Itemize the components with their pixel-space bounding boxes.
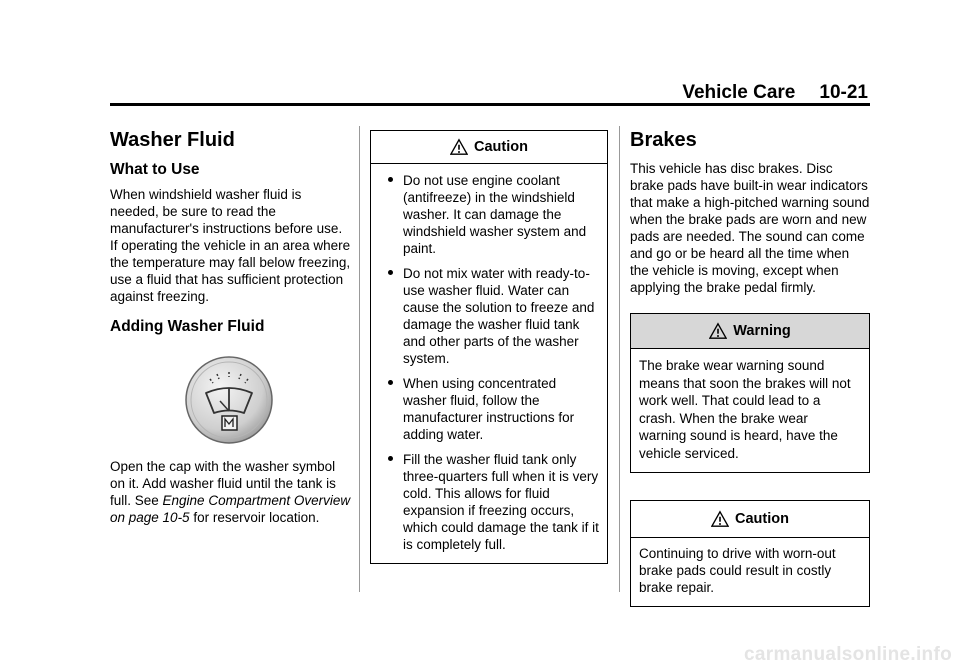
caution-item: Do not mix water with ready-to-use washer fluid. Water can cause the solution to freeze and damage the washer fluid tank and other parts of the washer system. xyxy=(385,265,599,367)
caution-box-header xyxy=(371,131,607,164)
caution-box-title: Caution xyxy=(474,139,528,155)
brakes-title: Brakes xyxy=(630,129,697,151)
caution-list xyxy=(371,164,607,563)
column-divider-1 xyxy=(359,126,360,592)
caution-item: Do not use engine coolant (antifreeze) in the windshield washer. It can damage the windshield washer system and paint. xyxy=(385,172,599,257)
warning-symbol-icon xyxy=(709,322,727,340)
brake-caution-header xyxy=(631,501,869,538)
warning-box-title: Warning xyxy=(733,323,791,339)
warning-box-body xyxy=(631,349,869,472)
brakes-section xyxy=(630,126,870,607)
site-watermark: carmanualsonline.info xyxy=(744,644,952,665)
washer-fluid-title: Washer Fluid xyxy=(110,129,235,151)
adding-washer-fluid-heading: Adding Washer Fluid xyxy=(110,318,265,335)
brake-warning-box xyxy=(630,313,870,473)
what-to-use-heading: What to Use xyxy=(110,161,200,178)
brake-caution-title: Caution xyxy=(735,511,789,527)
header-section-title: Vehicle Care xyxy=(682,82,796,103)
brake-caution-body xyxy=(631,538,869,606)
header-rule xyxy=(110,103,870,106)
washer-caution-section xyxy=(370,130,608,564)
caution-symbol-icon xyxy=(450,138,468,156)
warning-box-header xyxy=(631,314,869,349)
brake-caution-text: Continuing to drive with worn-out brake pads could result in costly brake repair. xyxy=(639,546,836,595)
what-to-use-text: When windshield washer fluid is needed, be sure to read the manufacturer's instructions before use. If operating the vehicle in an area where the temperature may fall below freezing, use a fluid that has sufficient protection against freezing. xyxy=(110,187,351,304)
brake-caution-box xyxy=(630,500,870,607)
washer-fluid-symbol-icon xyxy=(184,355,274,445)
caution-item: Fill the washer fluid tank only three-quarters full when it is very cold. This allows for fluid expansion if freezing occurs, which could damage the tank if it is completely full. xyxy=(385,451,599,553)
brakes-text: This vehicle has disc brakes. Disc brake pads have built-in wear indicators that make a high-pitched warning sound when the brake pads are worn and new pads are needed. The sound can come and go or be heard all the time when the vehicle is moving, except when applying the brake pedal firmly. xyxy=(630,161,870,295)
washer-caution-box xyxy=(370,130,608,564)
column-divider-2 xyxy=(619,126,620,592)
warning-text: The brake wear warning sound means that soon the brakes will not work well. That could lead to a crash. When the brake wear warning sound is heard, have the vehicle serviced. xyxy=(639,358,851,461)
page-header xyxy=(110,82,868,104)
header-page-number: 10-21 xyxy=(819,82,868,103)
engine-compartment-reference-link[interactable]: Engine Compartment Overview on page 10-5 xyxy=(110,493,351,525)
caution-item: When using concentrated washer fluid, follow the manufacturer instructions for adding water. xyxy=(385,375,599,443)
washer-fluid-section xyxy=(110,126,352,526)
adding-washer-fluid-text: Open the cap with the washer symbol on it. Add washer fluid until the tank is full. See Engine Compartment Overview on page 10-5 for reservoir location. xyxy=(110,459,351,525)
caution-symbol-icon xyxy=(711,510,729,528)
